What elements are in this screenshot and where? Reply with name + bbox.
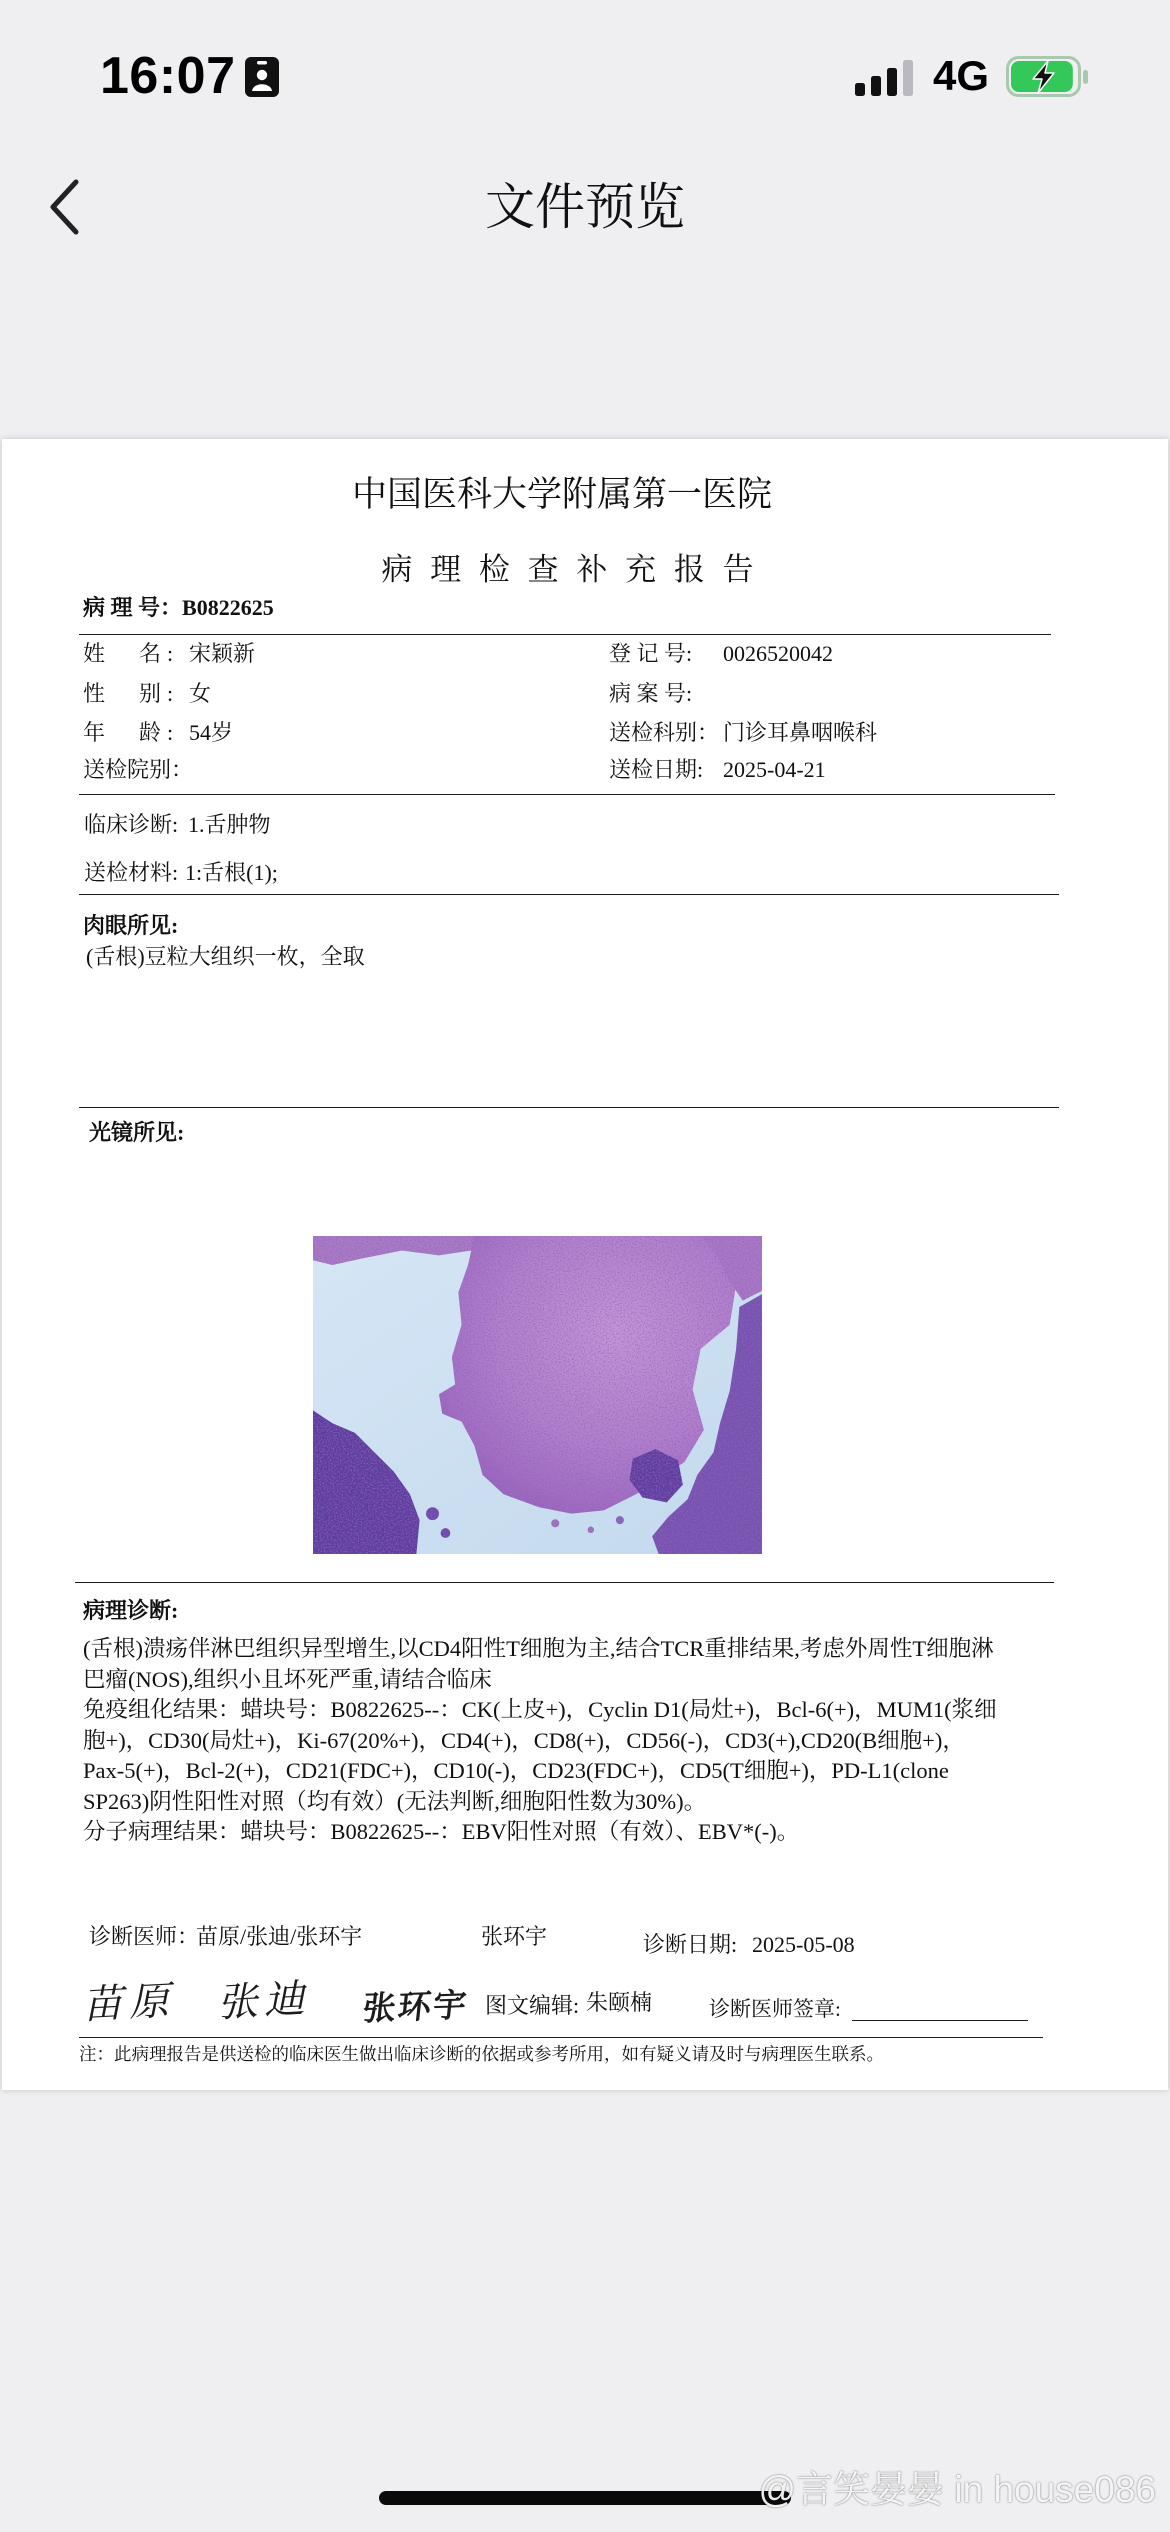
signal-bar-1 <box>855 83 865 96</box>
doctor-names: 苗原/张迪/张环宇 <box>196 1924 363 1949</box>
divider <box>79 794 1055 795</box>
battery-charging-icon <box>1006 56 1092 98</box>
diagnosis-line: 巴瘤(NOS),组织小且坏死严重,请结合临床 <box>83 1666 492 1692</box>
watermark: @言笑晏晏 in house086 <box>758 2469 1156 2510</box>
divider <box>79 634 1051 635</box>
report-note: 注：此病理报告是供送检的临床医生做出临床诊断的依据或参考所用，如有疑义请及时与病理医生联系。 <box>79 2044 884 2064</box>
id-card-icon <box>245 57 279 97</box>
age-label: 年 龄: <box>83 720 180 745</box>
diagnosis-heading: 病理诊断: <box>83 1598 179 1623</box>
diagnosis-line: 免疫组化结果：蜡块号：B0822625--：CK(上皮+)，Cyclin D1(局灶+)，Bcl-6(+)，MUM1(浆细 <box>83 1697 997 1722</box>
patient-sex: 女 <box>189 681 212 706</box>
pathology-number <box>83 594 274 622</box>
dept-label: 送检科别： <box>609 720 720 745</box>
page-title: 文件预览 <box>485 179 685 235</box>
pathology-number-value: B0822625 <box>182 595 274 620</box>
patient-name: 宋颖新 <box>189 641 256 666</box>
reg-no-label: 登 记 号: <box>609 641 693 666</box>
microscopy-image <box>313 1236 762 1554</box>
diagnosis-date: 2025-05-08 <box>752 1932 855 1957</box>
sending-hospital-label: 送检院别： <box>83 757 194 782</box>
sending-date: 2025-04-21 <box>723 757 826 782</box>
network-type: 4G <box>933 52 990 99</box>
home-indicator[interactable] <box>379 2491 791 2505</box>
signal-bar-4 <box>903 60 913 96</box>
status-time: 16:07 <box>100 47 236 105</box>
seal-label: 诊断医师签章: <box>709 1997 841 2021</box>
document-page <box>2 439 1168 2090</box>
material: 1:舌根(1); <box>185 860 278 885</box>
signal-strength-icon <box>855 59 913 96</box>
diagnosis-text <box>83 1634 997 1848</box>
clinical-diagnosis: 1.舌肿物 <box>188 812 271 837</box>
doctor-label: 诊断医师： <box>89 1924 200 1949</box>
divider <box>79 1107 1059 1108</box>
divider <box>79 2037 1043 2038</box>
seal-underline <box>852 2020 1028 2021</box>
divider <box>75 1582 1054 1583</box>
sex-label: 性 别: <box>83 681 180 706</box>
patient-age: 54岁 <box>189 720 234 745</box>
report-title: 病 理 检 查 补 充 报 告 <box>381 552 759 587</box>
sending-date-label: 送检日期: <box>609 757 704 782</box>
reg-no: 0026520042 <box>723 641 833 666</box>
diagnosis-line: 胞+)，CD30(局灶+)，Ki-67(20%+)，CD4(+)，CD8(+)，CD56(-)，CD3(+),CD20(B细胞+)， <box>83 1727 965 1753</box>
editor-label: 图文编辑: <box>485 1993 580 2018</box>
pathology-number-label: 病 理 号： <box>83 595 183 620</box>
hospital-name: 中国医科大学附属第一医院 <box>351 475 772 514</box>
name-label: 姓 名: <box>83 641 180 666</box>
signature-1: 苗原 <box>80 1977 184 2029</box>
doctor-extra: 张环宇 <box>481 1924 548 1949</box>
signature-3: 张环宇 <box>360 1985 471 2028</box>
gross-text: (舌根)豆粒大组织一枚，全取 <box>86 944 365 969</box>
material-label: 送检材料: <box>84 860 179 885</box>
clinical-diagnosis-label: 临床诊断: <box>84 812 179 837</box>
diagnosis-line: SP263)阴性阳性对照（均有效）(无法判断,细胞阳性数为30%)。 <box>83 1788 707 1814</box>
editor-name: 朱颐楠 <box>586 1990 653 2015</box>
gross-heading: 肉眼所见: <box>83 913 179 938</box>
microscopy-heading: 光镜所见: <box>89 1120 185 1145</box>
diagnosis-line: 分子病理结果：蜡块号：B0822625--：EBV阳性对照（有效）、EBV*(-)。 <box>83 1819 800 1844</box>
diagnosis-date-label: 诊断日期: <box>643 1932 738 1957</box>
signal-bar-2 <box>871 76 881 96</box>
signal-bar-3 <box>887 68 897 96</box>
divider <box>79 894 1059 895</box>
dept: 门诊耳鼻咽喉科 <box>723 720 878 745</box>
case-no-label: 病 案 号: <box>609 681 693 706</box>
diagnosis-line: Pax-5(+)，Bcl-2(+)，CD21(FDC+)，CD10(-)，CD23(FDC+)，CD5(T细胞+)，PD-L1(clone <box>83 1758 949 1783</box>
diagnosis-line: (舌根)溃疡伴淋巴组织异型增生,以CD4阳性T细胞为主,结合TCR重排结果,考虑外周性T细胞淋 <box>83 1636 994 1661</box>
signature-2: 张迪 <box>215 1975 319 2027</box>
